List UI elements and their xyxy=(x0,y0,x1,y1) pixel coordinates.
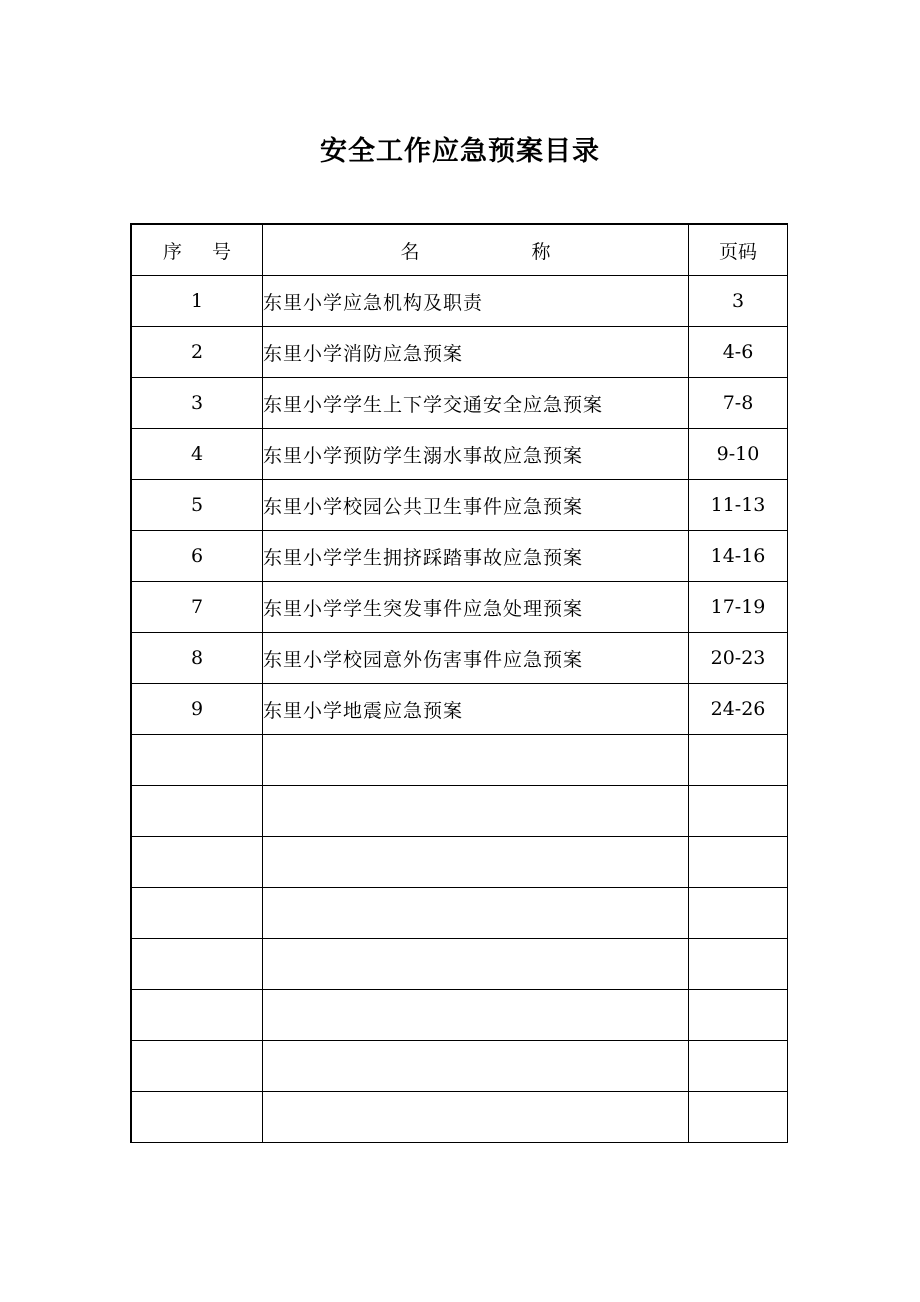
empty-cell xyxy=(263,888,689,939)
row-page: 20-23 xyxy=(689,633,788,684)
empty-cell xyxy=(131,1092,263,1143)
empty-cell xyxy=(131,888,263,939)
header-number: 序 号 xyxy=(131,224,263,276)
row-page: 17-19 xyxy=(689,582,788,633)
row-page: 11-13 xyxy=(689,480,788,531)
empty-cell xyxy=(689,837,788,888)
row-number: 1 xyxy=(131,276,263,327)
row-number: 7 xyxy=(131,582,263,633)
empty-row xyxy=(131,939,788,990)
empty-cell xyxy=(689,990,788,1041)
empty-cell xyxy=(131,837,263,888)
row-name: 东里小学消防应急预案 xyxy=(263,327,689,378)
empty-row xyxy=(131,1041,788,1092)
table-row xyxy=(131,429,788,480)
empty-row xyxy=(131,888,788,939)
row-name: 东里小学学生上下学交通安全应急预案 xyxy=(263,378,689,429)
empty-row xyxy=(131,990,788,1041)
row-name: 东里小学地震应急预案 xyxy=(263,684,689,735)
table-row xyxy=(131,531,788,582)
empty-row xyxy=(131,1092,788,1143)
empty-cell xyxy=(689,1041,788,1092)
table-header-row xyxy=(131,224,788,276)
toc-table xyxy=(130,223,788,1143)
row-page: 9-10 xyxy=(689,429,788,480)
table-row xyxy=(131,582,788,633)
empty-row xyxy=(131,837,788,888)
row-name: 东里小学应急机构及职责 xyxy=(263,276,689,327)
header-name: 名 称 xyxy=(263,224,689,276)
row-name: 东里小学学生拥挤踩踏事故应急预案 xyxy=(263,531,689,582)
row-name: 东里小学校园意外伤害事件应急预案 xyxy=(263,633,689,684)
table-row xyxy=(131,480,788,531)
page-title: 安全工作应急预案目录 xyxy=(320,136,600,167)
table-body xyxy=(131,276,788,1143)
empty-cell xyxy=(689,786,788,837)
empty-cell xyxy=(131,735,263,786)
table-row xyxy=(131,633,788,684)
row-name: 东里小学预防学生溺水事故应急预案 xyxy=(263,429,689,480)
empty-cell xyxy=(263,990,689,1041)
empty-cell xyxy=(689,888,788,939)
table-row xyxy=(131,684,788,735)
empty-cell xyxy=(131,786,263,837)
row-number: 3 xyxy=(131,378,263,429)
table-row xyxy=(131,327,788,378)
row-name: 东里小学学生突发事件应急处理预案 xyxy=(263,582,689,633)
empty-cell xyxy=(263,1041,689,1092)
row-number: 9 xyxy=(131,684,263,735)
empty-cell xyxy=(263,939,689,990)
header-page: 页码 xyxy=(689,224,788,276)
empty-cell xyxy=(689,1092,788,1143)
table-row xyxy=(131,378,788,429)
table-row xyxy=(131,276,788,327)
row-number: 5 xyxy=(131,480,263,531)
row-page: 14-16 xyxy=(689,531,788,582)
row-page: 3 xyxy=(689,276,788,327)
empty-row xyxy=(131,735,788,786)
empty-cell xyxy=(689,939,788,990)
row-page: 7-8 xyxy=(689,378,788,429)
row-number: 2 xyxy=(131,327,263,378)
empty-cell xyxy=(263,735,689,786)
empty-cell xyxy=(263,1092,689,1143)
empty-row xyxy=(131,786,788,837)
empty-cell xyxy=(689,735,788,786)
empty-cell xyxy=(131,1041,263,1092)
row-page: 4-6 xyxy=(689,327,788,378)
row-number: 8 xyxy=(131,633,263,684)
empty-cell xyxy=(263,786,689,837)
empty-cell xyxy=(263,837,689,888)
row-number: 6 xyxy=(131,531,263,582)
row-name: 东里小学校园公共卫生事件应急预案 xyxy=(263,480,689,531)
row-page: 24-26 xyxy=(689,684,788,735)
empty-cell xyxy=(131,939,263,990)
empty-cell xyxy=(131,990,263,1041)
row-number: 4 xyxy=(131,429,263,480)
